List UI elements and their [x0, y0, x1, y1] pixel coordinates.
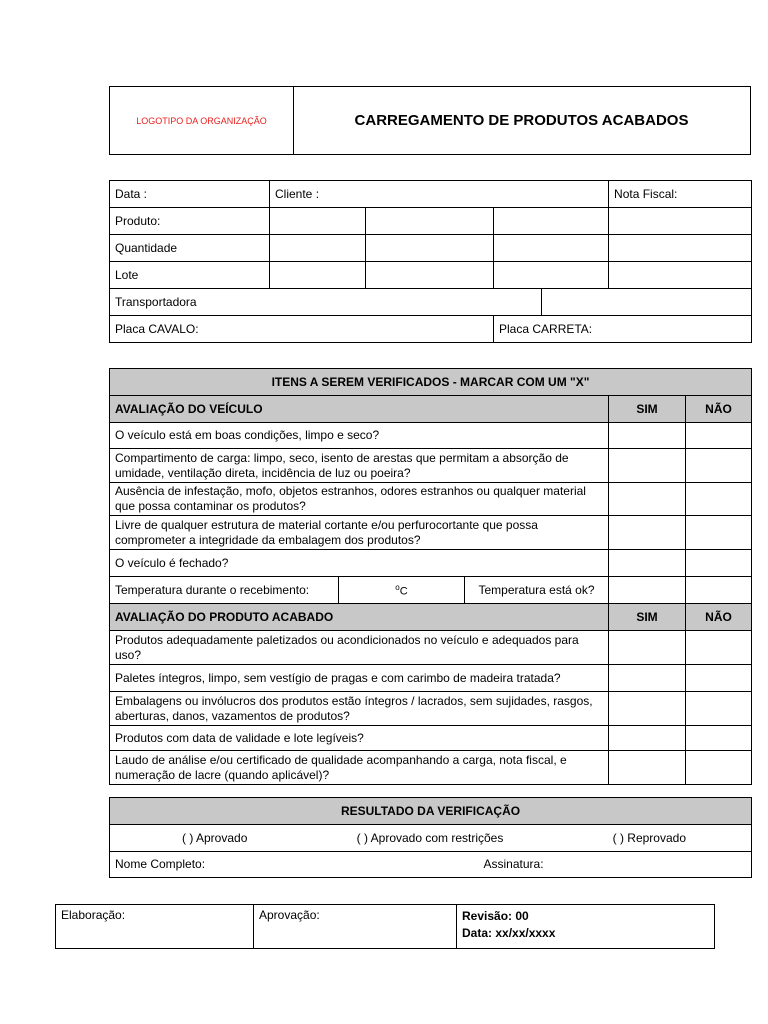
quantity-field-4[interactable]: [609, 235, 752, 262]
lot-label: Lote: [110, 262, 270, 289]
product-field-1[interactable]: [270, 208, 366, 235]
yes-checkbox-cell[interactable]: [609, 631, 686, 665]
yes-header: SIM: [609, 604, 686, 631]
yes-checkbox-cell[interactable]: [609, 423, 686, 449]
checklist-row: [110, 692, 752, 726]
no-header: NÃO: [686, 604, 752, 631]
check-item-text: Paletes íntegros, limpo, sem vestígio de pragas e com carimbo de madeira tratada?: [110, 665, 609, 692]
checklist-heading: ITENS A SEREM VERIFICADOS - MARCAR COM UM "X": [110, 369, 752, 396]
no-checkbox-cell[interactable]: [686, 726, 752, 751]
client-label: Cliente :: [270, 181, 609, 208]
temperature-field[interactable]: [339, 577, 465, 604]
info-row-lot: [110, 262, 752, 289]
check-item-text: Laudo de análise e/ou certificado de qualidade acompanhando a carga, nota fiscal, e numeração de lacre (quando aplicável)?: [110, 751, 609, 785]
result-heading: RESULTADO DA VERIFICAÇÃO: [110, 798, 752, 825]
plate-trailer-label: Placa CARRETA:: [494, 316, 752, 343]
no-checkbox-cell[interactable]: [686, 449, 752, 483]
product-field-3[interactable]: [494, 208, 609, 235]
vehicle-section-title: AVALIAÇÃO DO VEÍCULO: [110, 396, 609, 423]
invoice-label: Nota Fiscal:: [609, 181, 752, 208]
footer-table: [55, 904, 715, 949]
no-checkbox-cell[interactable]: [686, 665, 752, 692]
yes-checkbox-cell[interactable]: [609, 751, 686, 785]
yes-checkbox-cell[interactable]: [609, 665, 686, 692]
yes-checkbox-cell[interactable]: [609, 449, 686, 483]
checklist-row: [110, 665, 752, 692]
lot-field-3[interactable]: [494, 262, 609, 289]
signature-label: Assinatura:: [483, 857, 544, 871]
checklist-row: [110, 483, 752, 516]
info-table: [109, 180, 752, 343]
full-name-label: Nome Completo:: [115, 857, 206, 871]
checklist-row: [110, 423, 752, 449]
no-checkbox-cell[interactable]: [686, 751, 752, 785]
check-item-text: O veículo é fechado?: [110, 550, 609, 577]
no-checkbox-cell[interactable]: [686, 550, 752, 577]
document-header: [109, 86, 751, 155]
check-item-text: Ausência de infestação, mofo, objetos estranhos, odores estranhos ou qualquer material que possa contaminar os produtos?: [110, 483, 609, 516]
checklist-row: [110, 449, 752, 483]
carrier-field[interactable]: [542, 289, 752, 316]
option-rejected[interactable]: ( ) Reprovado: [612, 830, 686, 845]
checklist-row: [110, 550, 752, 577]
temperature-ok-label: Temperatura está ok?: [465, 577, 609, 604]
checklist-row: [110, 516, 752, 550]
prepared-label: Elaboração:: [61, 908, 126, 922]
check-item-text: Produtos adequadamente paletizados ou acondicionados no veículo e adequados para uso?: [110, 631, 609, 665]
name-signature-row: [110, 852, 752, 878]
yes-checkbox-cell[interactable]: [609, 483, 686, 516]
check-item-text: Embalagens ou invólucros dos produtos estão íntegros / lacrados, sem sujidades, rasgos, aberturas, danos, vazamentos de produtos?: [110, 692, 609, 726]
check-item-text: O veículo está em boas condições, limpo e seco?: [110, 423, 609, 449]
info-row-carrier: [110, 289, 752, 316]
quantity-label: Quantidade: [110, 235, 270, 262]
no-checkbox-cell[interactable]: [686, 692, 752, 726]
approval-field[interactable]: [254, 905, 457, 949]
yes-checkbox-cell[interactable]: [609, 692, 686, 726]
check-item-text: Livre de qualquer estrutura de material cortante e/ou perfurocortante que possa comprometer a integridade da embalagem dos produtos?: [110, 516, 609, 550]
lot-field-4[interactable]: [609, 262, 752, 289]
degree-symbol: o: [395, 583, 400, 593]
info-row-date: [110, 181, 752, 208]
result-options: [110, 825, 752, 852]
option-approved-with-restrictions[interactable]: ( ) Aprovado com restrições: [356, 830, 504, 845]
checklist-row: [110, 726, 752, 751]
no-checkbox-cell[interactable]: [686, 631, 752, 665]
check-item-text: Compartimento de carga: limpo, seco, isento de arestas que permitam a absorção de umidade, ventilação direta, incidência de luz ou poeira?: [110, 449, 609, 483]
approval-label: Aprovação:: [259, 908, 320, 922]
lot-field-1[interactable]: [270, 262, 366, 289]
no-checkbox-cell[interactable]: [686, 577, 752, 604]
option-approved[interactable]: ( ) Aprovado: [182, 830, 248, 845]
logo-placeholder: LOGOTIPO DA ORGANIZAÇÃO: [110, 87, 294, 154]
no-header: NÃO: [686, 396, 752, 423]
page-title: CARREGAMENTO DE PRODUTOS ACABADOS: [354, 112, 689, 129]
checklist-row: [110, 751, 752, 785]
no-checkbox-cell[interactable]: [686, 516, 752, 550]
product-field-4[interactable]: [609, 208, 752, 235]
product-section-title: AVALIAÇÃO DO PRODUTO ACABADO: [110, 604, 609, 631]
revision-cell: [457, 905, 715, 949]
check-item-text: Produtos com data de validade e lote legíveis?: [110, 726, 609, 751]
yes-checkbox-cell[interactable]: [609, 550, 686, 577]
temperature-unit: C: [399, 585, 408, 598]
quantity-field-1[interactable]: [270, 235, 366, 262]
revision-date: Data: xx/xx/xxxx: [462, 926, 556, 940]
yes-header: SIM: [609, 396, 686, 423]
plate-tractor-label: Placa CAVALO:: [110, 316, 494, 343]
info-row-plates: [110, 316, 752, 343]
product-field-2[interactable]: [366, 208, 494, 235]
yes-checkbox-cell[interactable]: [609, 577, 686, 604]
prepared-by-field[interactable]: [56, 905, 254, 949]
result-table: [109, 797, 752, 878]
yes-checkbox-cell[interactable]: [609, 726, 686, 751]
lot-field-2[interactable]: [366, 262, 494, 289]
no-checkbox-cell[interactable]: [686, 423, 752, 449]
checklist-row: [110, 631, 752, 665]
temperature-label: Temperatura durante o recebimento:: [110, 577, 339, 604]
date-label: Data :: [110, 181, 270, 208]
temperature-row: [110, 577, 752, 604]
revision-text: Revisão: 00: [462, 909, 529, 923]
info-row-product: [110, 208, 752, 235]
checklist-table: [109, 368, 752, 785]
yes-checkbox-cell[interactable]: [609, 516, 686, 550]
quantity-field-3[interactable]: [494, 235, 609, 262]
no-checkbox-cell[interactable]: [686, 483, 752, 516]
product-label: Produto:: [110, 208, 270, 235]
info-row-quantity: [110, 235, 752, 262]
carrier-label: Transportadora: [110, 289, 542, 316]
quantity-field-2[interactable]: [366, 235, 494, 262]
